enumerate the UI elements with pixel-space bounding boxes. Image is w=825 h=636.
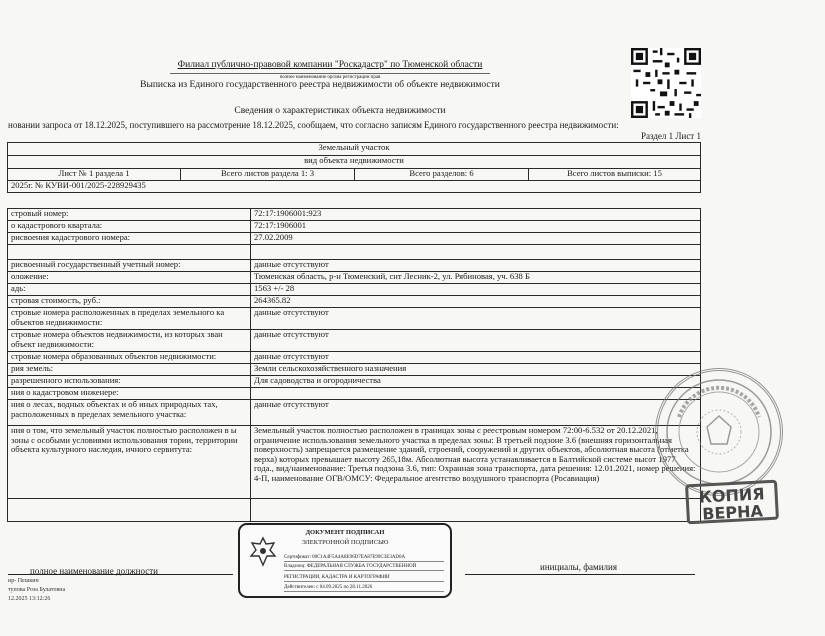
row-label: стровые номера расположенных в пределах земельного ка объектов недвижимости:	[8, 308, 251, 329]
signer-line: ир- Пешкин	[8, 578, 39, 584]
electronic-signature-box	[238, 523, 452, 598]
row-label: стровая стоимость, руб.:	[8, 296, 251, 307]
table-row	[8, 329, 700, 351]
table-row	[8, 351, 700, 363]
object-kind-caption: вид объекта недвижимости	[304, 156, 404, 165]
row-label: ния о том, что земельный участок полностью расположен в ы зоны с особыми условиями использования тории, территории объекта культурного наследия, ичного сервитута:	[8, 426, 251, 498]
row-value	[251, 388, 700, 399]
esig-line: Сертификат: 00C1A4F5A4A8E96D7EA87E99C3E3AD0A	[284, 554, 444, 562]
extract-title: Выписка из Единого государственного реестра недвижимости об объекте недвижимости	[140, 80, 500, 90]
qr-code	[631, 48, 701, 118]
sheet-number: Лист № 1 раздела 1	[8, 169, 181, 180]
copy-stamp-line1: КОПИЯ	[698, 484, 766, 507]
esig-subtitle: ЭЛЕКТРОННОЙ ПОДПИСЬЮ	[301, 539, 389, 546]
row-value: 72:17:1906001	[254, 221, 307, 230]
table-row	[8, 387, 700, 399]
row-value: данные отсутствуют	[254, 260, 329, 269]
row-label: рия земель:	[8, 364, 251, 375]
esig-line: Владелец: ФЕДЕРАЛЬНАЯ СЛУЖБА ГОСУДАРСТВЕННОЙ	[284, 563, 444, 571]
round-seal	[655, 368, 783, 496]
table-row	[8, 220, 700, 232]
table-row	[8, 363, 700, 375]
esig-line: Действителен: с 04.09.2025 по 28.11.2026	[284, 584, 444, 592]
seal-emblem-icon	[659, 372, 779, 492]
row-label: стровый номер:	[8, 209, 251, 220]
sheets-in-section: Всего листов раздела 1: 3	[181, 169, 355, 180]
organization-caption: полное наименование органа регистрации прав	[170, 73, 490, 80]
row-value: данные отсутствуют	[254, 308, 329, 317]
row-label: ния о лесах, водных объектах и об иных природных тах, расположенных в пределах земельного участка:	[8, 400, 251, 425]
position-caption: полное наименование должности	[30, 566, 158, 576]
table-row	[8, 271, 700, 283]
row-label: рисвоенный государственный учетный номер:	[8, 260, 251, 271]
row-value: Тюменская область, р-н Тюменский, снт Лесник-2, ул. Рябиновая, уч. 638 Б	[254, 272, 530, 281]
row-value: данные отсутствуют	[254, 330, 329, 339]
row-label: стровые номера объектов недвижимости, из которых зван объект недвижимости:	[8, 330, 251, 351]
row-value: Земельный участок полностью расположен в границах зоны с реестровым номером 72:00-6.532 от 20.12.2021, ограничение использования земельного участка в пределах зоны: В третьей подзоне 3.6 (внешняя горизонтальная поверхность) запрещается размещение зданий, строений, сооружений и других объектов, абсолютная высота (отметка верха) которых превышает высоту 265,18м. Абсолютная высота устанавливается в Балтийской системе высот 1977 года., вид/наименование: Третья подзона 3.6, тип: Охранная зона транспорта, дата решения: 12.01.2021, номер решения: 4-П, наименование ОГВ/ОМСУ: Федеральное агентство воздушного транспорта (Росавиация)	[254, 426, 696, 483]
record-number: 2025г. № КУВИ-001/2025-228929435	[11, 181, 146, 190]
row-value: 27.02.2009	[254, 233, 293, 242]
signer-line: тупова Роза Булатовна	[8, 587, 66, 593]
row-label	[8, 499, 251, 521]
row-value: Земли сельскохозяйственного назначения	[254, 364, 407, 373]
table-row	[8, 399, 700, 425]
table-row	[8, 259, 700, 271]
row-value: 72:17:1906001:923	[254, 209, 322, 218]
table-row	[8, 283, 700, 295]
row-label: разрешенного использования:	[8, 376, 251, 387]
table-row	[8, 307, 700, 329]
intro-text: новании запроса от 18.12.2025, поступившего на рассмотрение 18.12.2025, сообщаем, что согласно записям Единого государственного реестра недвижимости:	[8, 120, 619, 130]
row-value: данные отсутствуют	[254, 400, 329, 409]
esig-line: РЕГИСТРАЦИИ, КАДАСТРА И КАРТОГРАФИИ	[284, 574, 444, 582]
name-line	[465, 574, 695, 575]
table-row	[8, 375, 700, 387]
copy-correct-stamp	[685, 480, 779, 525]
section-label: Раздел 1 Лист 1	[640, 131, 701, 141]
sections-total: Всего разделов: 6	[355, 169, 529, 180]
name-caption: инициалы, фамилия	[540, 562, 617, 572]
row-value	[251, 499, 700, 521]
object-kind: Земельный участок	[318, 143, 390, 152]
row-label: стровые номера образованных объектов недвижимости:	[8, 352, 251, 363]
row-label: оложение:	[8, 272, 251, 283]
signer-line: 12.2025 13:12:26	[8, 596, 51, 602]
info-title: Сведения о характеристиках объекта недвижимости	[234, 106, 446, 116]
object-header-table	[7, 142, 701, 193]
row-label: рисвоения кадастрового номера:	[8, 233, 251, 244]
organization-name: Филиал публично-правовой компании "Роскадастр" по Тюменской области	[177, 60, 483, 70]
esig-title: ДОКУМЕНТ ПОДПИСАН	[305, 529, 385, 536]
table-row	[8, 209, 700, 220]
row-label: адь:	[8, 284, 251, 295]
table-row	[8, 232, 700, 244]
row-value: Для садоводства и огородничества	[254, 376, 381, 385]
row-label: о кадастрового квартала:	[8, 221, 251, 232]
table-row	[8, 498, 700, 521]
table-row	[8, 425, 700, 498]
copy-stamp-line2: ВЕРНА	[701, 501, 764, 524]
row-value: данные отсутствуют	[254, 352, 329, 361]
row-value: 264365.82	[254, 296, 291, 305]
table-row	[8, 295, 700, 307]
row-value: 1563 +/- 28	[254, 284, 295, 293]
sheets-total: Всего листов выписки: 15	[567, 169, 662, 178]
property-table	[7, 208, 701, 522]
spacer-row	[8, 244, 700, 259]
row-label: ния о кадастровом инженере:	[8, 388, 251, 399]
